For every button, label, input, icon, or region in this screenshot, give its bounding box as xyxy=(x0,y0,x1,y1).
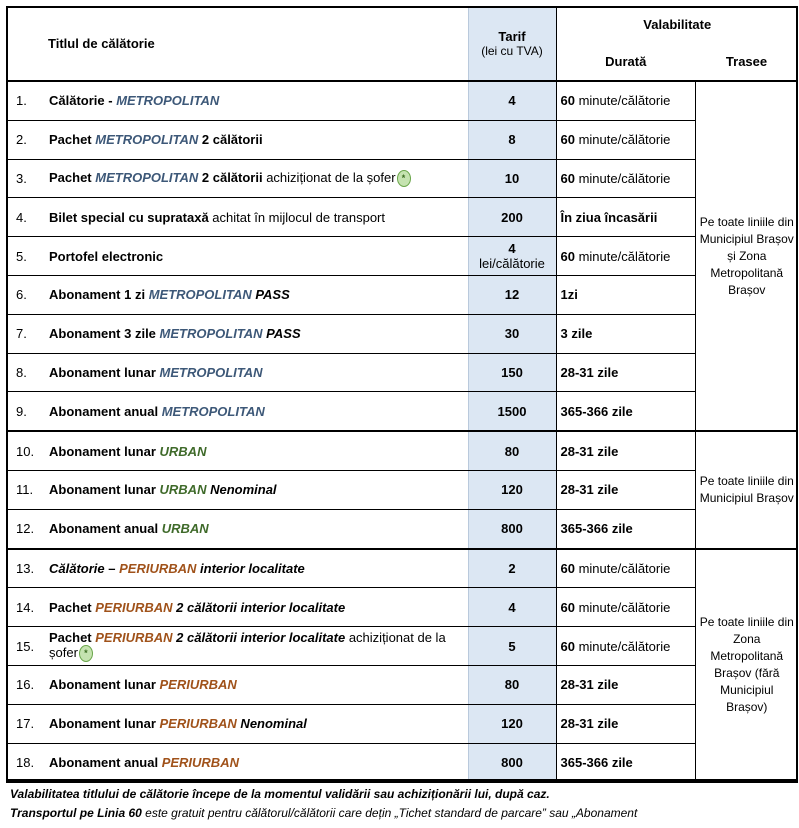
row-price xyxy=(468,627,556,666)
route-peri: Pe toate liniile din Zona Metropolitană Brașov (fără Municipiul Brașov) xyxy=(695,549,798,783)
row-title-part: Abonament anual xyxy=(49,754,162,770)
row-duration xyxy=(556,275,695,314)
row-duration xyxy=(556,314,695,353)
row-price-value: 1500 xyxy=(497,403,527,419)
row-duration xyxy=(556,120,695,159)
row-number: 9. xyxy=(6,392,43,431)
row-price-value: 30 xyxy=(504,326,520,342)
footer-line-2-lead: Transportul pe Linia 60 xyxy=(10,806,142,820)
row-title-part: 2 călătorii interior localitate xyxy=(172,599,346,615)
row-price xyxy=(468,431,556,470)
row-duration-value: 60 xyxy=(560,638,575,654)
row-title xyxy=(43,353,468,392)
row-price xyxy=(468,120,556,159)
row-title-part: METROPOLITAN xyxy=(159,364,263,380)
row-title-part: Nenominal xyxy=(206,482,277,498)
header-title: Titlul de călătorie xyxy=(6,6,468,81)
row-title-part: Călătorie - xyxy=(49,93,117,109)
row-title-part: METROPOLITAN xyxy=(95,169,199,185)
row-price xyxy=(468,314,556,353)
row-price-value: 12 xyxy=(504,287,520,303)
row-duration xyxy=(556,81,695,120)
row-title xyxy=(43,704,468,743)
row-price xyxy=(468,470,556,509)
row-duration xyxy=(556,353,695,392)
row-title-part: METROPOLITAN xyxy=(148,287,252,303)
row-duration xyxy=(556,627,695,666)
row-duration-value: 28-31 zile xyxy=(560,677,619,693)
row-title-part: Abonament lunar xyxy=(49,364,160,380)
row-price-value: 8 xyxy=(508,132,516,148)
row-title-part: Abonament lunar xyxy=(49,443,160,459)
footer-line-2 xyxy=(10,804,798,823)
footer-notes xyxy=(6,785,798,823)
row-price-unit: lei/călătorie xyxy=(479,256,545,272)
row-title-part: Portofel electronic xyxy=(49,248,164,264)
row-title-part: Pachet xyxy=(49,599,96,615)
row-title xyxy=(43,275,468,314)
row-duration xyxy=(556,588,695,627)
row-title-part: Abonament lunar xyxy=(49,482,160,498)
row-title-part: PERIURBAN xyxy=(159,716,237,732)
row-price-value: 120 xyxy=(501,716,523,732)
row-price xyxy=(468,392,556,431)
row-price-value: 4 xyxy=(508,93,516,109)
row-title-part: Abonament 3 zile xyxy=(49,326,160,342)
asterisk-note-icon: * xyxy=(79,645,93,662)
row-price xyxy=(468,704,556,743)
table-row xyxy=(6,159,798,198)
row-title-part: METROPOLITAN xyxy=(116,93,220,109)
table-row xyxy=(6,588,798,627)
row-title xyxy=(43,588,468,627)
row-duration-value: 28-31 zile xyxy=(560,443,619,459)
row-title-part: METROPOLITAN xyxy=(159,326,263,342)
table-row xyxy=(6,81,798,120)
table-row xyxy=(6,392,798,431)
row-title-part: achitat în mijlocul de transport xyxy=(208,209,385,225)
row-duration-unit: minute/călătorie xyxy=(574,248,671,264)
footer-line-1: Valabilitatea titlului de călătorie începe de la momentul validării sau achiziționării lui, după caz. xyxy=(10,787,550,801)
row-duration xyxy=(556,198,695,237)
row-duration xyxy=(556,159,695,198)
row-title xyxy=(43,549,468,588)
row-price xyxy=(468,353,556,392)
row-title-part: Nenominal xyxy=(236,716,307,732)
header-price xyxy=(468,6,556,81)
row-price-value: 800 xyxy=(501,521,523,537)
row-duration xyxy=(556,549,695,588)
row-title-part: METROPOLITAN xyxy=(95,132,199,148)
table-row xyxy=(6,509,798,548)
row-duration-value: 1zi xyxy=(560,287,578,303)
row-price xyxy=(468,665,556,704)
row-duration xyxy=(556,470,695,509)
row-price-value: 4 xyxy=(508,599,516,615)
row-number: 2. xyxy=(6,120,43,159)
table-row xyxy=(6,353,798,392)
row-title xyxy=(43,198,468,237)
row-title-part: Pachet xyxy=(49,169,96,185)
row-title-part: Abonament lunar xyxy=(49,716,160,732)
row-title-part: achiziționat de la șofer xyxy=(262,169,396,185)
row-price-value: 80 xyxy=(504,677,520,693)
row-title-part: Abonament anual xyxy=(49,403,162,419)
table-row xyxy=(6,704,798,743)
row-title xyxy=(43,81,468,120)
row-title-part: PASS xyxy=(251,287,290,303)
row-price xyxy=(468,159,556,198)
asterisk-note-icon: * xyxy=(397,170,411,187)
header-duration: Durată xyxy=(556,42,695,81)
table-row xyxy=(6,198,798,237)
row-title-part: interior localitate xyxy=(196,560,305,576)
row-title-part: Bilet special cu suprataxă xyxy=(49,209,209,225)
row-duration xyxy=(556,665,695,704)
row-number: 8. xyxy=(6,353,43,392)
row-number: 13. xyxy=(6,549,43,588)
row-title xyxy=(43,314,468,353)
header-price-unit: (lei cu TVA) xyxy=(481,43,543,58)
row-title xyxy=(43,509,468,548)
row-duration-value: 60 xyxy=(560,248,575,264)
row-price xyxy=(468,549,556,588)
header-validity: Valabilitate xyxy=(643,16,712,32)
row-duration-unit: minute/călătorie xyxy=(574,132,671,148)
row-duration-unit: minute/călătorie xyxy=(574,170,671,186)
row-number: 1. xyxy=(6,81,43,120)
row-number: 4. xyxy=(6,198,43,237)
row-title-part: 2 călătorii interior localitate xyxy=(172,630,346,646)
table-row xyxy=(6,275,798,314)
row-title-part: PERIURBAN xyxy=(95,630,173,646)
row-duration-unit: minute/călătorie xyxy=(574,638,671,654)
row-number: 5. xyxy=(6,237,43,276)
row-number: 7. xyxy=(6,314,43,353)
row-price-value: 2 xyxy=(508,560,516,576)
row-duration-value: 28-31 zile xyxy=(560,364,619,380)
row-number: 12. xyxy=(6,509,43,548)
row-title-part: URBAN xyxy=(161,521,209,537)
row-number: 17. xyxy=(6,704,43,743)
row-price xyxy=(468,237,556,276)
table-row xyxy=(6,120,798,159)
row-price-value: 800 xyxy=(501,754,523,770)
tariff-table xyxy=(6,6,798,783)
row-title-part: Abonament lunar xyxy=(49,677,160,693)
row-duration xyxy=(556,431,695,470)
row-number: 18. xyxy=(6,743,43,782)
row-title-part: URBAN xyxy=(159,482,207,498)
row-duration-unit: minute/călătorie xyxy=(574,560,671,576)
row-number: 14. xyxy=(6,588,43,627)
row-title-part: URBAN xyxy=(159,443,207,459)
table-row xyxy=(6,314,798,353)
table-row xyxy=(6,549,798,588)
row-duration-value: 60 xyxy=(560,560,575,576)
row-price xyxy=(468,275,556,314)
row-title-part: Pachet xyxy=(49,630,96,646)
row-title-part: Abonament 1 zi xyxy=(49,287,149,303)
row-duration xyxy=(556,392,695,431)
row-price-value: 5 xyxy=(508,638,516,654)
row-duration-value: 365-366 zile xyxy=(560,521,633,537)
row-price-value: 200 xyxy=(501,209,523,225)
row-title-part: METROPOLITAN xyxy=(161,403,265,419)
row-number: 16. xyxy=(6,665,43,704)
row-title xyxy=(43,120,468,159)
row-title-part: PASS xyxy=(262,326,301,342)
row-number: 10. xyxy=(6,431,43,470)
row-title-part: PERIURBAN xyxy=(161,754,239,770)
row-duration-value: 365-366 zile xyxy=(560,754,633,770)
row-duration-value: 60 xyxy=(560,93,575,109)
row-price-value: 80 xyxy=(504,443,520,459)
row-duration-value: 28-31 zile xyxy=(560,482,619,498)
route-urban: Pe toate liniile din Municipiul Brașov xyxy=(695,431,798,548)
header-price-label: Tarif xyxy=(498,28,526,44)
table-row xyxy=(6,237,798,276)
row-number: 15. xyxy=(6,627,43,666)
table-row xyxy=(6,431,798,470)
row-title-part: PERIURBAN xyxy=(95,599,173,615)
row-title-part: Călătorie xyxy=(49,560,105,576)
row-title-part: Pachet xyxy=(49,132,96,148)
row-title-part: PERIURBAN xyxy=(119,560,197,576)
row-duration-value: 3 zile xyxy=(560,326,593,342)
row-title xyxy=(43,431,468,470)
row-duration xyxy=(556,743,695,782)
row-title xyxy=(43,627,468,666)
row-duration-unit: minute/călătorie xyxy=(574,599,671,615)
row-title xyxy=(43,159,468,198)
header-routes: Trasee xyxy=(695,42,798,81)
row-number: 11. xyxy=(6,470,43,509)
row-price-value: 10 xyxy=(504,170,520,186)
row-duration-value: 60 xyxy=(560,170,575,186)
footer-line-2-rest: este gratuit pentru călătorul/călătorii care dețin „Tichet standard de parcare” sau „Abonament xyxy=(141,806,638,820)
row-title-part: Abonament anual xyxy=(49,521,162,537)
row-duration xyxy=(556,704,695,743)
row-price xyxy=(468,198,556,237)
row-duration-value: 28-31 zile xyxy=(560,716,619,732)
row-number: 3. xyxy=(6,159,43,198)
table-row xyxy=(6,665,798,704)
row-duration-value: 365-366 zile xyxy=(560,403,633,419)
route-metro: Pe toate liniile din Municipiul Brașov și Zona Metropolitană Brașov xyxy=(695,81,798,431)
row-price-value: 120 xyxy=(501,482,523,498)
table-row xyxy=(6,627,798,666)
row-title xyxy=(43,743,468,782)
row-price-value: 150 xyxy=(501,364,523,380)
row-title-part: – xyxy=(104,560,120,576)
row-number: 6. xyxy=(6,275,43,314)
row-title-part: achiziționat de la șofer xyxy=(49,630,446,661)
table-row xyxy=(6,470,798,509)
row-title xyxy=(43,470,468,509)
row-duration-unit: minute/călătorie xyxy=(574,93,671,109)
row-duration-value: 60 xyxy=(560,599,575,615)
row-price-value: 4 xyxy=(508,241,516,257)
row-title-part: 2 călătorii xyxy=(198,132,263,148)
row-duration-value: 60 xyxy=(560,132,575,148)
row-title-part: 2 călătorii xyxy=(198,169,263,185)
row-duration xyxy=(556,509,695,548)
row-title xyxy=(43,392,468,431)
row-price xyxy=(468,743,556,782)
row-duration xyxy=(556,237,695,276)
row-price xyxy=(468,509,556,548)
row-price xyxy=(468,81,556,120)
row-duration-value: În ziua încasării xyxy=(560,209,658,225)
row-title xyxy=(43,237,468,276)
row-title xyxy=(43,665,468,704)
row-price xyxy=(468,588,556,627)
row-title-part: PERIURBAN xyxy=(159,677,237,693)
table-row xyxy=(6,743,798,782)
